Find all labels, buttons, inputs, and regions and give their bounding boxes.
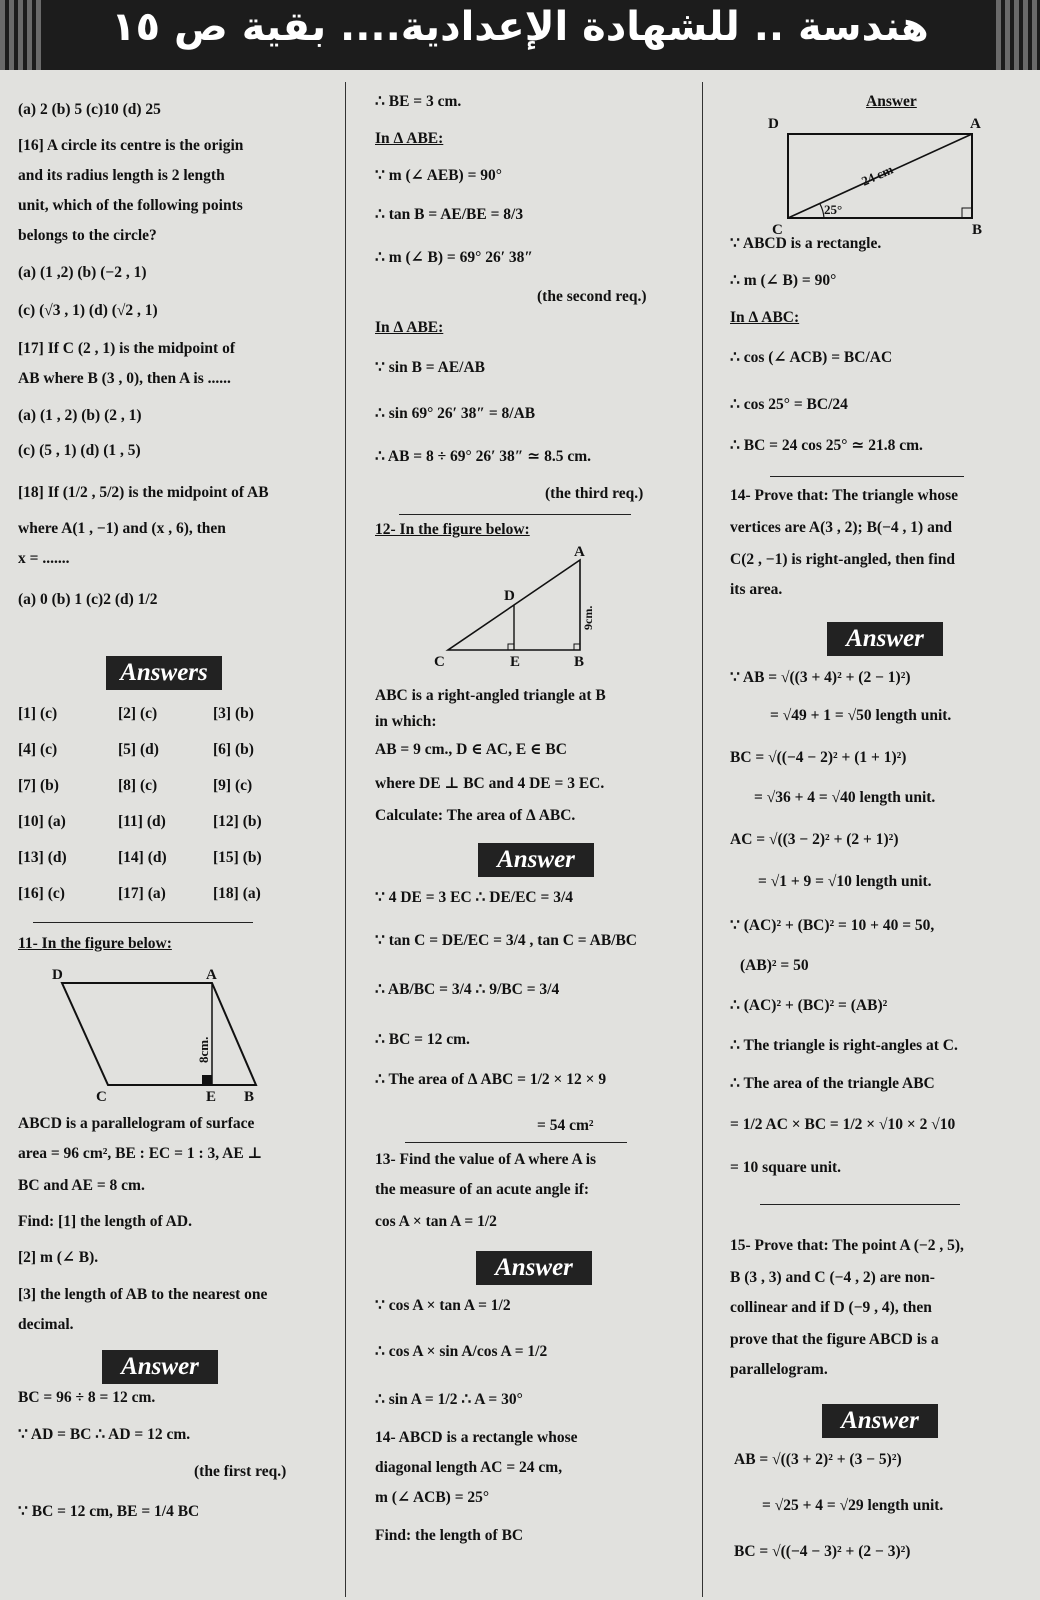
- a11-cont: ∴ m (∠ B) = 69° 26′ 38″: [375, 249, 533, 266]
- a12-line: ∴ BC = 12 cm.: [375, 1031, 470, 1048]
- fig-label-a: A: [970, 116, 981, 132]
- q12-text: ABC is a right-angled triangle at B: [375, 687, 606, 704]
- q15-text: parallelogram.: [730, 1361, 828, 1378]
- fig-label-b: B: [244, 1089, 255, 1105]
- q14b-text: 14- Prove that: The triangle whose: [730, 487, 959, 504]
- a14b-line: ∴ The triangle is right-angles at C.: [730, 1037, 958, 1054]
- section-divider: [760, 1204, 960, 1205]
- a14b-line: ∵ (AC)² + (BC)² = 10 + 40 = 50,: [730, 917, 935, 934]
- a14b-line: AC = √((3 − 2)² + (2 + 1)²): [730, 831, 899, 848]
- section-divider: [399, 514, 631, 515]
- q18-line: where A(1 , −1) and (x , 6), then: [18, 520, 226, 537]
- q17-choices: (a) (1 , 2) (b) (2 , 1): [18, 407, 142, 424]
- a12-line: = 54 cm²: [537, 1117, 594, 1134]
- q17-choices: (c) (5 , 1) (d) (1 , 5): [18, 442, 141, 459]
- column-divider-2: [702, 82, 703, 1597]
- a14-line: ∴ BC = 24 cos 25° ≃ 21.8 cm.: [730, 437, 923, 454]
- parallelogram-figure: [38, 963, 278, 1105]
- a11-cont: ∴ sin 69° 26′ 38″ = 8/AB: [375, 405, 536, 422]
- a11-cont: In Δ ABE:: [375, 319, 444, 336]
- a13-line: ∴ cos A × sin A/cos A = 1/2: [375, 1343, 548, 1360]
- q11-text: area = 96 cm², BE : EC = 1 : 3, AE ⊥: [18, 1145, 263, 1162]
- page-title: هندسة .. للشهادة الإعدادية.... بقية ص ١٥: [111, 4, 929, 50]
- answer-item: [13] (d): [18, 849, 67, 866]
- q16-line: unit, which of the following points: [18, 197, 243, 214]
- a11-cont: ∴ tan B = AE/BE = 8/3: [375, 206, 524, 223]
- section-divider: [770, 476, 964, 477]
- header-banner: [0, 0, 1040, 70]
- a11-cont: ∵ m (∠ AEB) = 90°: [375, 167, 503, 184]
- q11-text: Find: [1] the length of AD.: [18, 1213, 192, 1230]
- a12-line: ∵ tan C = DE/EC = 3/4 , tan C = AB/BC: [375, 932, 638, 949]
- answer-item: [8] (c): [118, 777, 158, 794]
- a11-cont: (the third req.): [545, 485, 644, 502]
- answer-title: Answer: [866, 93, 917, 110]
- a11-line: ∵ AD = BC ∴ AD = 12 cm.: [18, 1426, 191, 1443]
- a14b-line: ∵ AB = √((3 + 4)² + (2 − 1)²): [730, 669, 911, 686]
- q17-line: [17] If C (2 , 1) is the midpoint of: [18, 340, 235, 357]
- fig-label-c: C: [772, 222, 783, 238]
- answer-item: [11] (d): [118, 813, 166, 830]
- q15-text: prove that the figure ABCD is a: [730, 1331, 939, 1348]
- a14-line: In Δ ABC:: [730, 309, 800, 326]
- triangle-figure: [430, 544, 610, 670]
- a11-cont: (the second req.): [537, 288, 647, 305]
- a14-line: ∴ m (∠ B) = 90°: [730, 272, 837, 289]
- q16-choices: (c) (√3 , 1) (d) (√2 , 1): [18, 302, 158, 319]
- q14-text: diagonal length AC = 24 cm,: [375, 1459, 563, 1476]
- q12-text: Calculate: The area of Δ ABC.: [375, 807, 576, 824]
- fig-label-d: D: [768, 116, 779, 132]
- q14-text: 14- ABCD is a rectangle whose: [375, 1429, 578, 1446]
- q18-line: [18] If (1/2 , 5/2) is the midpoint of AB: [18, 484, 269, 501]
- q15-text: 15- Prove that: The point A (−2 , 5),: [730, 1237, 964, 1254]
- q12-text: where DE ⊥ BC and 4 DE = 3 EC.: [375, 775, 605, 792]
- a12-line: ∴ The area of Δ ABC = 1/2 × 12 × 9: [375, 1071, 607, 1088]
- a11-cont: ∴ BE = 3 cm.: [375, 93, 462, 110]
- a11-line: ∵ BC = 12 cm, BE = 1/4 BC: [18, 1503, 200, 1520]
- a14b-line: = 1/2 AC × BC = 1/2 × √10 × 2 √10: [730, 1116, 956, 1133]
- q11-text: [3] the length of AB to the nearest one: [18, 1286, 268, 1303]
- answer-item: [4] (c): [18, 741, 58, 758]
- q11-text: ABCD is a parallelogram of surface: [18, 1115, 255, 1132]
- fig-length-label: 8cm.: [196, 1036, 211, 1063]
- a13-line: ∵ cos A × tan A = 1/2: [375, 1297, 511, 1314]
- q18-choices: (a) 0 (b) 1 (c)2 (d) 1/2: [18, 591, 158, 608]
- q11-text: [2] m (∠ B).: [18, 1249, 99, 1266]
- q12-text: in which:: [375, 713, 437, 730]
- fig-label-c: C: [96, 1089, 107, 1105]
- a12-line: ∴ AB/BC = 3/4 ∴ 9/BC = 3/4: [375, 981, 560, 998]
- q16-line: and its radius length is 2 length: [18, 167, 225, 184]
- a14-line: ∴ cos 25° = BC/24: [730, 396, 848, 413]
- answer-item: [3] (b): [213, 705, 254, 722]
- column-divider-1: [345, 82, 346, 1597]
- fig-label-a: A: [574, 544, 585, 560]
- q13-text: the measure of an acute angle if:: [375, 1181, 590, 1198]
- answer-heading: Answer: [102, 1350, 218, 1384]
- fig-label-e: E: [206, 1089, 217, 1105]
- q11-text: decimal.: [18, 1316, 74, 1333]
- a14b-line: = √1 + 9 = √10 length unit.: [758, 873, 932, 890]
- a15-line: AB = √((3 + 2)² + (3 − 5)²): [734, 1451, 902, 1468]
- q11-title: 11- In the figure below:: [18, 935, 172, 952]
- q14b-text: its area.: [730, 581, 783, 598]
- fig-label-c: C: [434, 654, 445, 670]
- answer-heading: Answer: [476, 1251, 592, 1285]
- a11-cont: ∴ AB = 8 ÷ 69° 26′ 38″ ≃ 8.5 cm.: [375, 448, 592, 465]
- q16-line: belongs to the circle?: [18, 227, 157, 244]
- a14b-line: = √49 + 1 = √50 length unit.: [770, 707, 952, 724]
- a14b-line: ∴ The area of the triangle ABC: [730, 1075, 935, 1092]
- a14b-line: ∴ (AC)² + (BC)² = (AB)²: [730, 997, 888, 1014]
- fig-label-a: A: [206, 967, 217, 983]
- q11-text: BC and AE = 8 cm.: [18, 1177, 145, 1194]
- fig-length-label: 9cm.: [581, 605, 595, 630]
- q13-text: 13- Find the value of A where A is: [375, 1151, 597, 1168]
- section-divider: [33, 922, 253, 923]
- a15-line: = √25 + 4 = √29 length unit.: [762, 1497, 944, 1514]
- rectangle-figure: [760, 114, 1000, 238]
- a14b-line: = 10 square unit.: [730, 1159, 842, 1176]
- section-divider: [405, 1142, 627, 1143]
- q16-line: [16] A circle its centre is the origin: [18, 137, 244, 154]
- fig-angle-label: 25°: [824, 202, 843, 217]
- q18-line: x = .......: [18, 550, 70, 567]
- a14b-line: = √36 + 4 = √40 length unit.: [754, 789, 936, 806]
- q14b-text: C(2 , −1) is right-angled, then find: [730, 551, 955, 568]
- q12-title: 12- In the figure below:: [375, 521, 530, 538]
- answer-item: [18] (a): [213, 885, 261, 902]
- answer-item: [6] (b): [213, 741, 254, 758]
- banner-stripes-left: [0, 0, 44, 70]
- a14-line: ∵ ABCD is a rectangle.: [730, 235, 882, 252]
- q17-line: AB where B (3 , 0), then A is ......: [18, 370, 231, 387]
- q15-choices: (a) 2 (b) 5 (c)10 (d) 25: [18, 101, 161, 118]
- answer-item: [5] (d): [118, 741, 159, 758]
- a11-line: BC = 96 ÷ 8 = 12 cm.: [18, 1389, 156, 1406]
- answer-item: [1] (c): [18, 705, 58, 722]
- fig-diagonal-label: 24 cm: [859, 161, 896, 189]
- a12-line: ∵ 4 DE = 3 EC ∴ DE/EC = 3/4: [375, 889, 574, 906]
- q12-text: AB = 9 cm., D ∈ AC, E ∈ BC: [375, 741, 567, 758]
- a15-line: BC = √((−4 − 3)² + (2 − 3)²): [734, 1543, 911, 1560]
- answer-item: [9] (c): [213, 777, 253, 794]
- q14b-text: vertices are A(3 , 2); B(−4 , 1) and: [730, 519, 953, 536]
- fig-label-b: B: [972, 222, 983, 238]
- q13-text: cos A × tan A = 1/2: [375, 1213, 497, 1230]
- answer-heading: Answer: [827, 622, 943, 656]
- answer-item: [7] (b): [18, 777, 59, 794]
- a14b-line: BC = √((−4 − 2)² + (1 + 1)²): [730, 749, 907, 766]
- fig-label-e: E: [510, 654, 521, 670]
- answer-item: [2] (c): [118, 705, 158, 722]
- answer-heading: Answer: [478, 843, 594, 877]
- fig-label-d: D: [52, 967, 63, 983]
- answer-item: [17] (a): [118, 885, 166, 902]
- answers-heading: Answers: [106, 656, 222, 690]
- q16-choices: (a) (1 ,2) (b) (−2 , 1): [18, 264, 147, 281]
- q15-text: B (3 , 3) and C (−4 , 2) are non-: [730, 1269, 935, 1286]
- fig-label-b: B: [574, 654, 585, 670]
- a11-cont: In Δ ABE:: [375, 130, 444, 147]
- fig-label-d: D: [504, 588, 515, 604]
- a11-cont: ∵ sin B = AE/AB: [375, 359, 486, 376]
- a14-line: ∴ cos (∠ ACB) = BC/AC: [730, 349, 893, 366]
- answer-item: [12] (b): [213, 813, 262, 830]
- q14-text: Find: the length of BC: [375, 1527, 524, 1544]
- answer-item: [14] (d): [118, 849, 167, 866]
- answer-heading: Answer: [822, 1404, 938, 1438]
- banner-stripes-right: [996, 0, 1040, 70]
- a14b-line: (AB)² = 50: [740, 957, 809, 974]
- answer-item: [15] (b): [213, 849, 262, 866]
- q15-text: collinear and if D (−9 , 4), then: [730, 1299, 932, 1316]
- a13-line: ∴ sin A = 1/2 ∴ A = 30°: [375, 1391, 523, 1408]
- q14-text: m (∠ ACB) = 25°: [375, 1489, 490, 1506]
- answer-item: [10] (a): [18, 813, 66, 830]
- answer-item: [16] (c): [18, 885, 65, 902]
- a11-line: (the first req.): [194, 1463, 287, 1480]
